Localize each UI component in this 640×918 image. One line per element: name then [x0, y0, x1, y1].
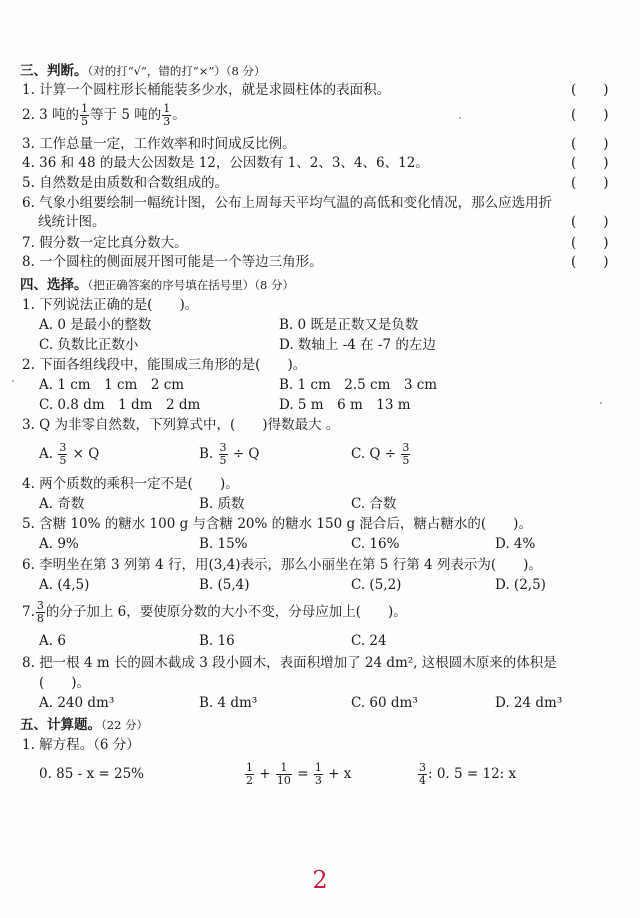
section-4-note: （把正确答案的序号填在括号里）（8 分） — [87, 278, 294, 292]
judge-q2-text-b: 等于 5 吨的 — [90, 107, 162, 123]
denominator: 3 — [163, 115, 171, 128]
numerator: 1 — [246, 761, 253, 774]
calc-sub1-text: 1. 解方程。（6 分） — [22, 737, 140, 753]
choice-q3 — [22, 416, 640, 434]
choice-q4-text: 4. 两个质数的乘积一定不是( )。 — [22, 476, 239, 492]
section-3-heading — [20, 62, 640, 80]
judge-q6 — [22, 194, 640, 212]
choice-q8-option-d[interactable]: D. 24 dm³ — [495, 695, 563, 711]
fraction-3-5 — [58, 442, 67, 467]
fraction-1-5 — [80, 103, 89, 128]
choice-q8-text-b: ( )。 — [39, 675, 91, 691]
choice-q2-option-c[interactable]: C. 0.8 dm 1 dm 2 dm — [39, 397, 201, 413]
calc-sub1 — [22, 736, 640, 754]
choice-q2-text: 2. 下面各组线段中，能围成三角形的是( )。 — [22, 357, 307, 373]
numerator: 1 — [163, 102, 171, 115]
judge-q2-text-a: 2. 3 吨的 — [22, 107, 80, 123]
judge-q1-text: 1. 计算一个圆柱形长桶能装多少水，就是求圆柱体的表面积。 — [22, 82, 391, 98]
denominator: 5 — [402, 454, 410, 467]
choice-q8-cont — [39, 674, 640, 692]
judge-q4-text: 4. 36 和 48 的最大公因数是 12，公因数有 1、2、3、4、6、12。 — [22, 155, 429, 171]
denominator: 10 — [276, 774, 291, 787]
equation-1: 0. 85 - x = 25% — [39, 766, 145, 782]
numerator: 3 — [419, 761, 426, 774]
choice-q7-option-b[interactable]: B. 16 — [199, 633, 235, 649]
judge-q6-text-a: 6. 气象小组要绘制一幅统计图，公布上周每天平均气温的高低和变化情况，那么应选用折 — [22, 195, 553, 211]
choice-q4-option-b[interactable]: B. 质数 — [199, 496, 245, 512]
numerator: 3 — [402, 441, 410, 454]
choice-q1-option-a[interactable]: A. 0 是最小的整数 — [39, 317, 152, 333]
opt-label: C. Q ÷ — [351, 446, 397, 462]
choice-q5-option-c[interactable]: C. 16% — [351, 536, 400, 552]
scan-speck — [459, 117, 461, 119]
fraction-1-10 — [276, 762, 292, 787]
choice-q3-option-a[interactable] — [39, 440, 99, 468]
section-3-note: （对的打“√”，错的打“×”）（8 分） — [87, 64, 266, 78]
judge-q7-text: 7. 假分数一定比真分数大。 — [22, 235, 188, 251]
opt-expr: × Q — [72, 446, 100, 462]
fraction-3-8 — [36, 600, 45, 625]
fraction-3-5 — [219, 442, 228, 467]
choice-q1-option-b[interactable]: B. 0 既是正数又是负数 — [279, 317, 419, 333]
numerator: 1 — [276, 762, 292, 775]
judge-q2-answer-box[interactable] — [571, 102, 609, 128]
judge-q6-answer-box[interactable] — [571, 213, 609, 231]
choice-q7-number: 7. — [22, 604, 35, 620]
fraction-1-3 — [162, 103, 171, 128]
denominator: 5 — [219, 454, 227, 467]
choice-q8-text-a: 8. 把一根 4 m 长的圆木截成 3 段小圆木，表面积增加了 24 dm², 这根圆木原来的体积是 — [22, 655, 557, 671]
choice-q1-option-d[interactable]: D. 数轴上 -4 在 -7 的左边 — [279, 337, 436, 353]
numerator: 3 — [59, 441, 67, 454]
choice-q1 — [22, 296, 640, 314]
opt-label: A. — [39, 446, 54, 462]
opt-label: B. — [199, 446, 214, 462]
choice-q2-option-d[interactable]: D. 5 m 6 m 13 m — [279, 397, 411, 413]
operator: + — [259, 766, 271, 782]
judge-q2 — [22, 102, 640, 128]
choice-q6-option-d[interactable]: D. (2,5) — [495, 577, 546, 593]
choice-q8-option-c[interactable]: C. 60 dm³ — [351, 695, 418, 711]
fraction-1-3 — [314, 762, 323, 787]
section-3-title: 三、判断。 — [20, 63, 88, 79]
choice-q7-option-c[interactable]: C. 24 — [351, 633, 387, 649]
judge-q3-answer-box[interactable] — [571, 135, 609, 153]
choice-q1-text: 1. 下列说法正确的是( )。 — [22, 297, 199, 313]
fraction-3-4 — [418, 762, 427, 787]
choice-q5-text: 5. 含糖 10% 的糖水 100 g 与含糖 20% 的糖水 150 g 混合后，糖占糖水的( )。 — [22, 516, 532, 532]
expression-tail: : 0. 5 = 12: x — [428, 766, 517, 782]
choice-q7-option-a[interactable]: A. 6 — [39, 633, 66, 649]
choice-q3-option-b[interactable] — [199, 440, 259, 468]
judge-q5 — [22, 174, 640, 192]
page-number: 2 — [312, 866, 328, 894]
judge-q7-answer-box[interactable] — [571, 234, 609, 252]
choice-q2-option-a[interactable]: A. 1 cm 1 cm 2 cm — [39, 377, 185, 393]
choice-q6-option-a[interactable]: A. (4,5) — [39, 577, 90, 593]
fraction-1-2 — [245, 762, 254, 787]
fraction-3-5 — [401, 442, 410, 467]
denominator: 5 — [81, 115, 89, 128]
equation-3 — [417, 758, 516, 790]
choice-q6-option-b[interactable]: B. (5,4) — [199, 577, 250, 593]
section-4-title: 四、选择。 — [20, 277, 88, 293]
choice-q8-option-a[interactable]: A. 240 dm³ — [39, 695, 115, 711]
choice-q6 — [22, 556, 640, 574]
judge-q7 — [22, 234, 640, 252]
choice-q1-option-c[interactable]: C. 负数比正数小 — [39, 337, 139, 353]
numerator: 3 — [36, 599, 44, 612]
choice-q4-option-a[interactable]: A. 奇数 — [39, 496, 85, 512]
choice-q2 — [22, 356, 640, 374]
denominator: 4 — [419, 774, 426, 787]
section-5-heading — [20, 716, 640, 734]
operator: = — [297, 766, 309, 782]
numerator: 3 — [219, 441, 227, 454]
equation-2 — [244, 758, 351, 790]
choice-q5 — [22, 515, 640, 533]
choice-q3-option-c[interactable] — [351, 440, 411, 468]
judge-q4 — [22, 154, 640, 172]
scan-speck — [12, 380, 14, 382]
judge-q4-answer-box[interactable] — [571, 154, 609, 172]
choice-q6-option-c[interactable]: C. (5,2) — [351, 577, 402, 593]
judge-q6-cont — [38, 213, 640, 231]
numerator: 1 — [81, 102, 89, 115]
judge-q5-text: 5. 自然数是由质数和合数组成的。 — [22, 175, 229, 191]
judge-q1 — [22, 81, 640, 99]
choice-q5-option-b[interactable]: B. 15% — [199, 536, 248, 552]
choice-q2-option-b[interactable]: B. 1 cm 2.5 cm 3 cm — [279, 377, 438, 393]
judge-q3-text: 3. 工作总量一定，工作效率和时间成反比例。 — [22, 136, 296, 152]
scan-speck — [600, 402, 602, 404]
judge-q8-answer-box[interactable] — [571, 253, 609, 271]
denominator: 5 — [59, 454, 67, 467]
choice-q3-text: 3. Q 为非零自然数，下列算式中，( )得数最大 。 — [22, 417, 340, 433]
expression-tail: + x — [328, 766, 352, 782]
denominator: 2 — [246, 774, 253, 787]
denominator: 8 — [36, 612, 44, 625]
choice-q4 — [22, 475, 640, 493]
opt-expr: ÷ Q — [232, 446, 260, 462]
choice-q7-text: 的分子加上 6，要使原分数的大小不变，分母应加上( )。 — [45, 604, 407, 620]
section-5-note: （22 分） — [101, 718, 149, 732]
judge-q1-answer-box[interactable] — [571, 81, 609, 99]
choice-q8 — [22, 654, 640, 672]
judge-q8-text: 8. 一个圆柱的侧面展开图可能是一个等边三角形。 — [22, 254, 323, 270]
judge-q6-text-b: 线统计图。 — [38, 214, 106, 230]
choice-q5-option-d[interactable]: D. 4% — [495, 536, 536, 552]
section-5-title: 五、计算题。 — [20, 717, 101, 733]
choice-q8-option-b[interactable]: B. 4 dm³ — [199, 695, 258, 711]
judge-q2-text-c: 。 — [172, 107, 186, 123]
judge-q5-answer-box[interactable] — [571, 174, 609, 192]
judge-q3 — [22, 135, 640, 153]
choice-q6-text: 6. 李明坐在第 3 列第 4 行，用(3,4)表示，那么小丽坐在第 5 行第 4 列表示为( )。 — [22, 557, 542, 573]
numerator: 1 — [314, 761, 322, 774]
choice-q7 — [22, 598, 640, 626]
judge-q8 — [22, 253, 640, 271]
section-4-heading — [20, 276, 640, 294]
choice-q4-option-c[interactable]: C. 合数 — [351, 496, 397, 512]
choice-q5-option-a[interactable]: A. 9% — [39, 536, 79, 552]
denominator: 3 — [314, 774, 322, 787]
